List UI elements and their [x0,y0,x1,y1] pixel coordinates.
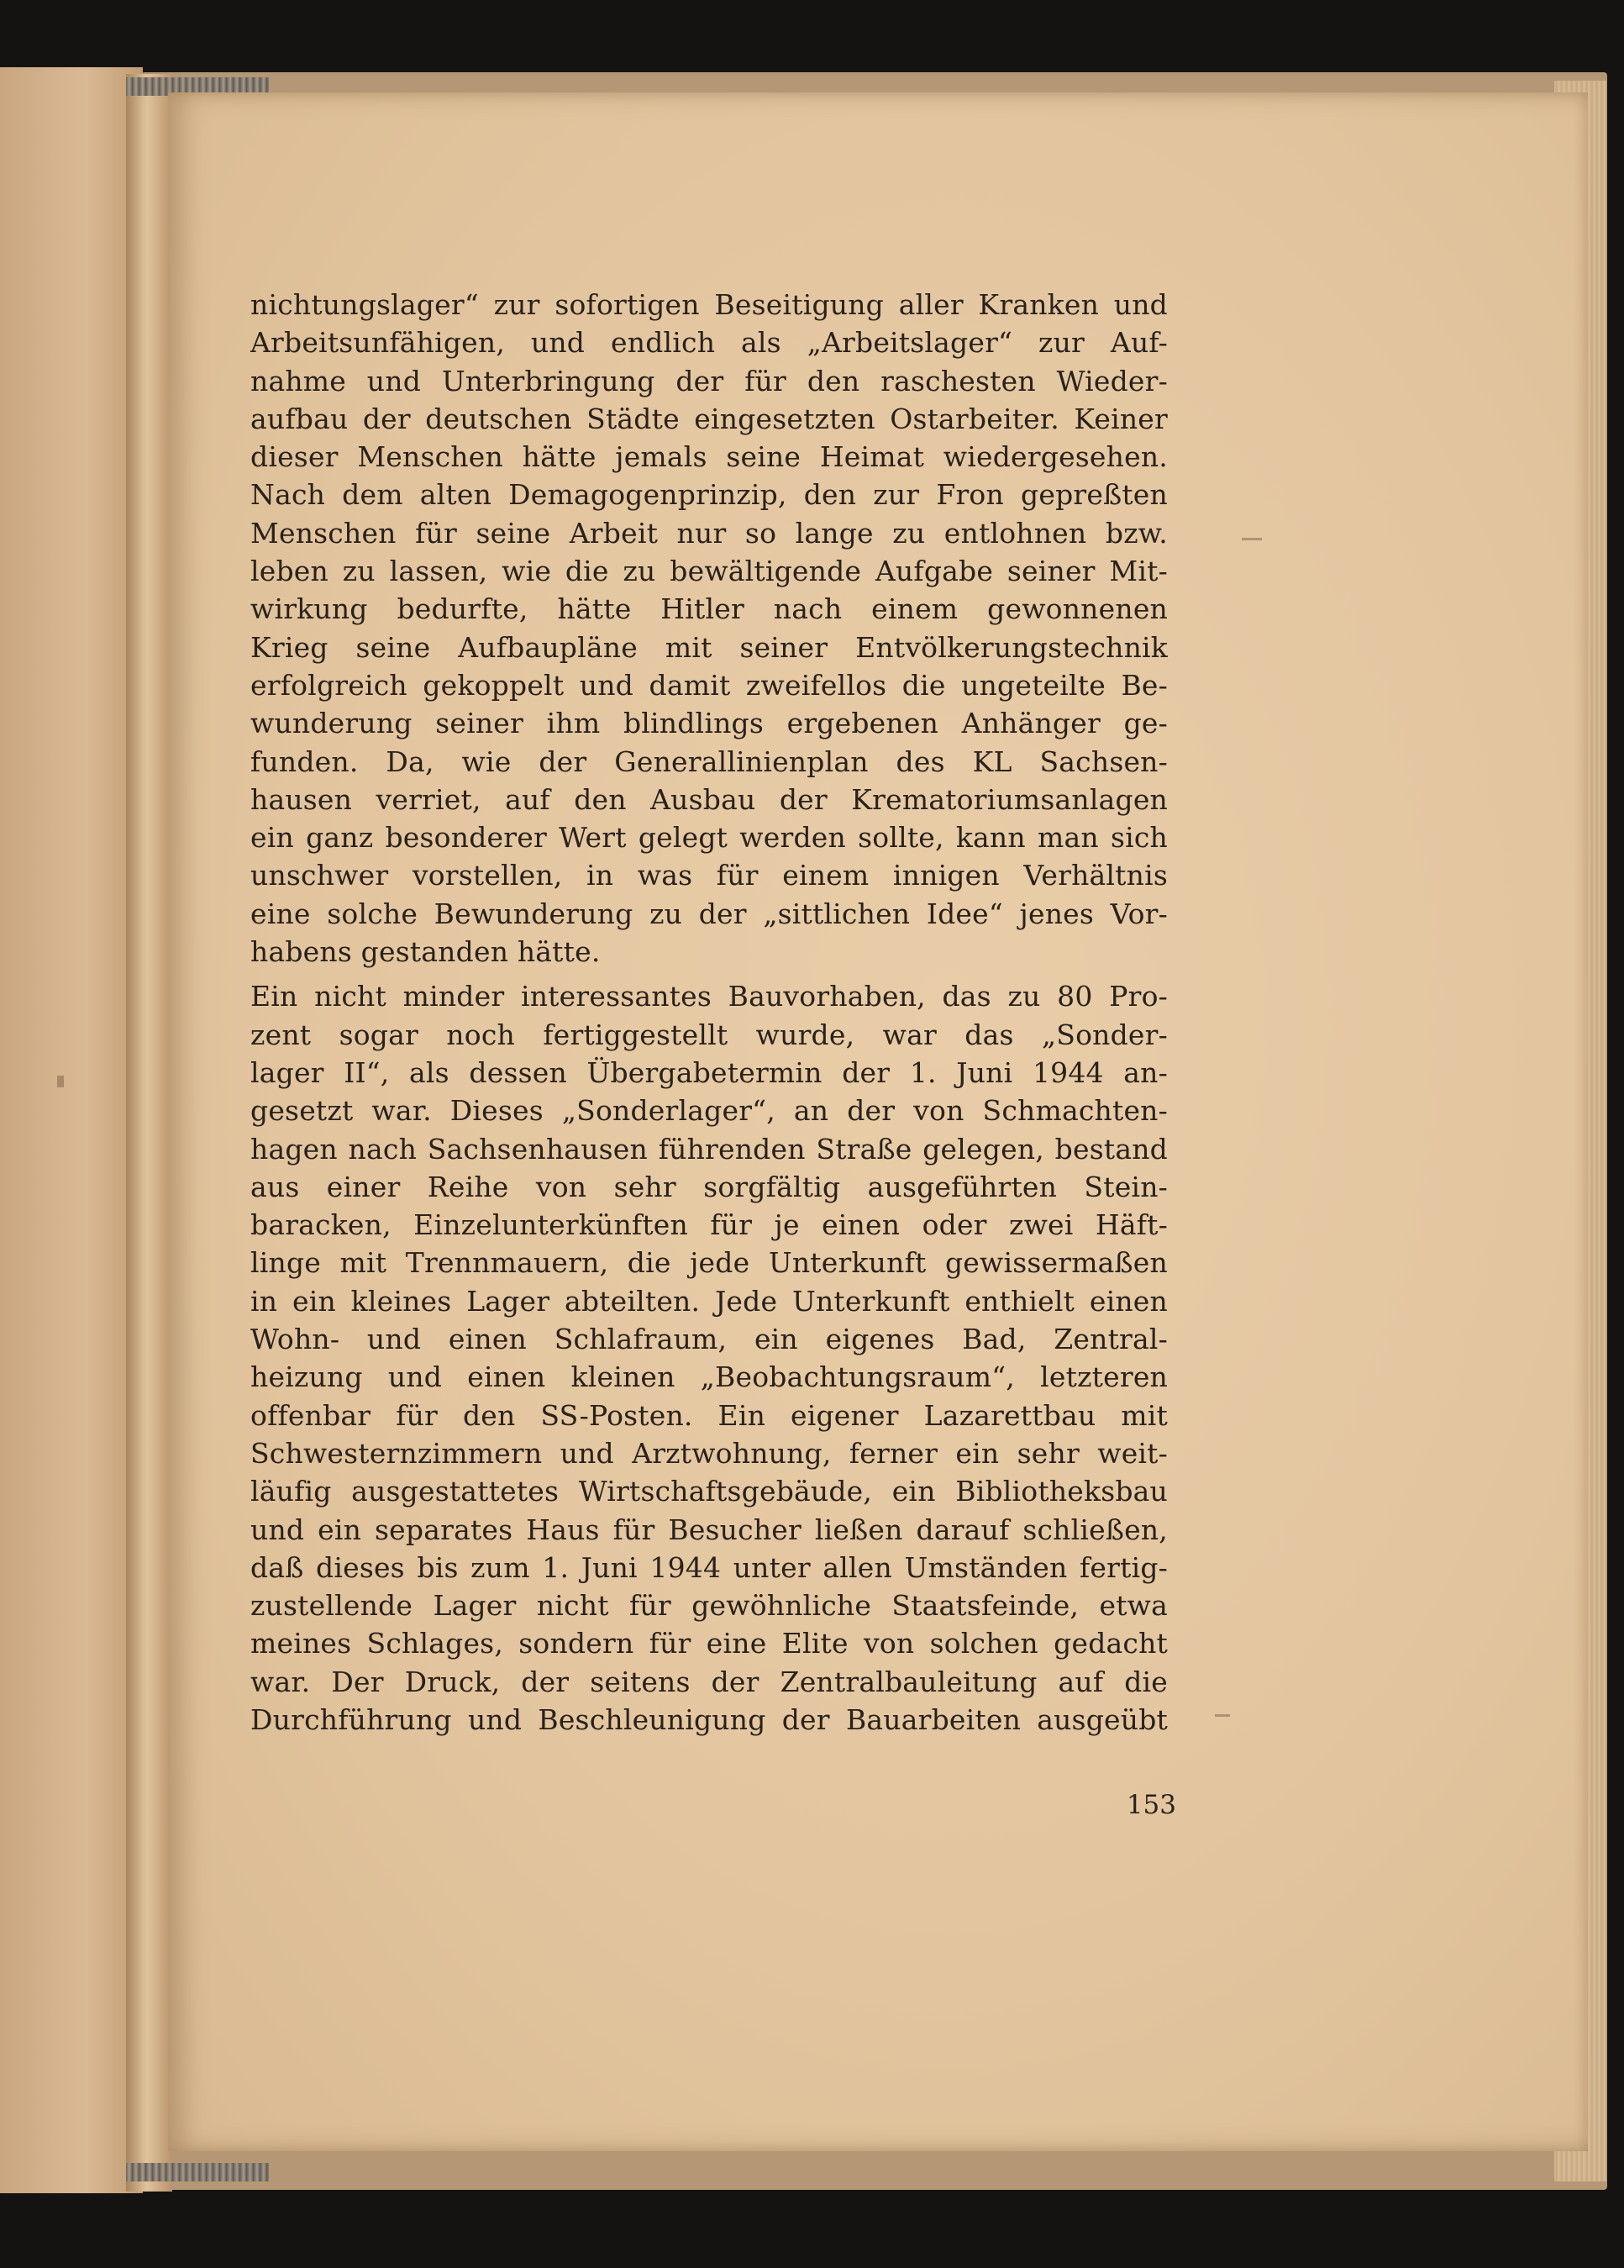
text-line: wunderung seiner ihm blindlings ergebenen Anhänger ge- [250,707,1168,740]
text-line: zustellende Lager nicht für gewöhnliche Staatsfeinde, etwa [250,1589,1168,1623]
text-line: Durchführung und Beschleunigung der Bauarbeiten ausgeübt [250,1702,1168,1736]
text-line: gesetzt war. Dieses „Sonderlager“, an der von Schmachten- [250,1094,1168,1128]
text-line: linge mit Trennmauern, die jede Unterkunft gewissermaßen [250,1246,1168,1280]
text-line: war. Der Druck, der seitens der Zentralbauleitung auf die [250,1665,1168,1698]
text-line: Nach dem alten Demagogenprinzip, den zur Fron gepreßten [250,478,1168,512]
text-line: dieser Menschen hätte jemals seine Heimat wiedergesehen. [250,440,1168,474]
text-line: offenbar für den SS-Posten. Ein eigener Lazarettbau mit [250,1398,1168,1432]
text-line: Krieg seine Aufbaupläne mit seiner Entvölkerungstechnik [250,630,1168,664]
speck [1242,538,1262,540]
text-line: leben zu lassen, wie die zu bewältigende Aufgabe seiner Mit- [250,555,1168,588]
text-line: daß dieses bis zum 1. Juni 1944 unter allen Umständen fertig- [250,1550,1168,1584]
body-text [250,286,1168,1739]
text-line: wirkung bedurfte, hätte Hitler nach einem gewonnenen [250,592,1168,626]
text-line: in ein kleines Lager abteilten. Jede Unterkunft enthielt einen [250,1284,1168,1318]
text-line: Menschen für seine Arbeit nur so lange zu entlohnen bzw. [250,516,1168,550]
text-line: aufbau der deutschen Städte eingesetzten Ostarbeiter. Keiner [250,402,1168,435]
text-line: ein ganz besonderer Wert gelegt werden sollte, kann man sich [250,821,1168,855]
text-line: unschwer vorstellen, in was für einem innigen Verhältnis [250,859,1168,892]
text-line: lager II“, als dessen Übergabetermin der 1. Juni 1944 an- [250,1055,1168,1089]
text-line: läufig ausgestattetes Wirtschaftsgebäude, ein Bibliotheksbau [250,1475,1168,1508]
text-line: nichtungslager“ zur sofortigen Beseitigung aller Kranken und [250,288,1168,321]
speck [1215,1714,1230,1717]
text-line: habens gestanden hätte. [250,935,601,969]
paragraph [250,286,1168,971]
text-line: Arbeitsunfähigen, und endlich als „Arbeitslager“ zur Auf- [250,326,1168,360]
book-gutter [126,74,172,2192]
text-line: Wohn- und einen Schlafraum, ein eigenes Bad, Zentral- [250,1323,1168,1356]
text-line: nahme und Unterbringung der für den raschesten Wieder- [250,364,1168,397]
text-line: hausen verriet, auf den Ausbau der Krematoriumsanlagen [250,782,1168,816]
text-line: aus einer Reihe von sehr sorgfältig ausgeführten Stein- [250,1170,1168,1203]
text-line: Schwesternzimmern und Arztwohnung, ferner ein sehr weit- [250,1436,1168,1470]
paragraph [250,977,1168,1739]
binding-bottom [126,2163,269,2181]
text-line: meines Schlages, sondern für eine Elite von solchen gedacht [250,1627,1168,1660]
paragraph-gap [250,971,1168,977]
text-line: funden. Da, wie der Generallinienplan des KL Sachsen- [250,745,1168,778]
text-line: heizung und einen kleinen „Beobachtungsraum“, letzteren [250,1360,1168,1394]
page-number: 153 [1126,1790,1176,1820]
text-line: erfolgreich gekoppelt und damit zweifellos die ungeteilte Be- [250,668,1168,702]
text-line: hagen nach Sachsenhausen führenden Straße gelegen, bestand [250,1132,1168,1166]
text-line: baracken, Einzelunterkünften für je einen oder zwei Häft- [250,1208,1168,1242]
facing-page-edge [0,67,143,2193]
text-line: eine solche Bewunderung zu der „sittlichen Idee“ jenes Vor- [250,897,1168,930]
text-line: Ein nicht minder interessantes Bauvorhaben, das zu 80 Pro- [250,980,1168,1013]
speck [57,1076,64,1087]
text-line: und ein separates Haus für Besucher ließen darauf schließen, [250,1513,1168,1546]
text-line: zent sogar noch fertiggestellt wurde, war das „Sonder- [250,1018,1168,1051]
